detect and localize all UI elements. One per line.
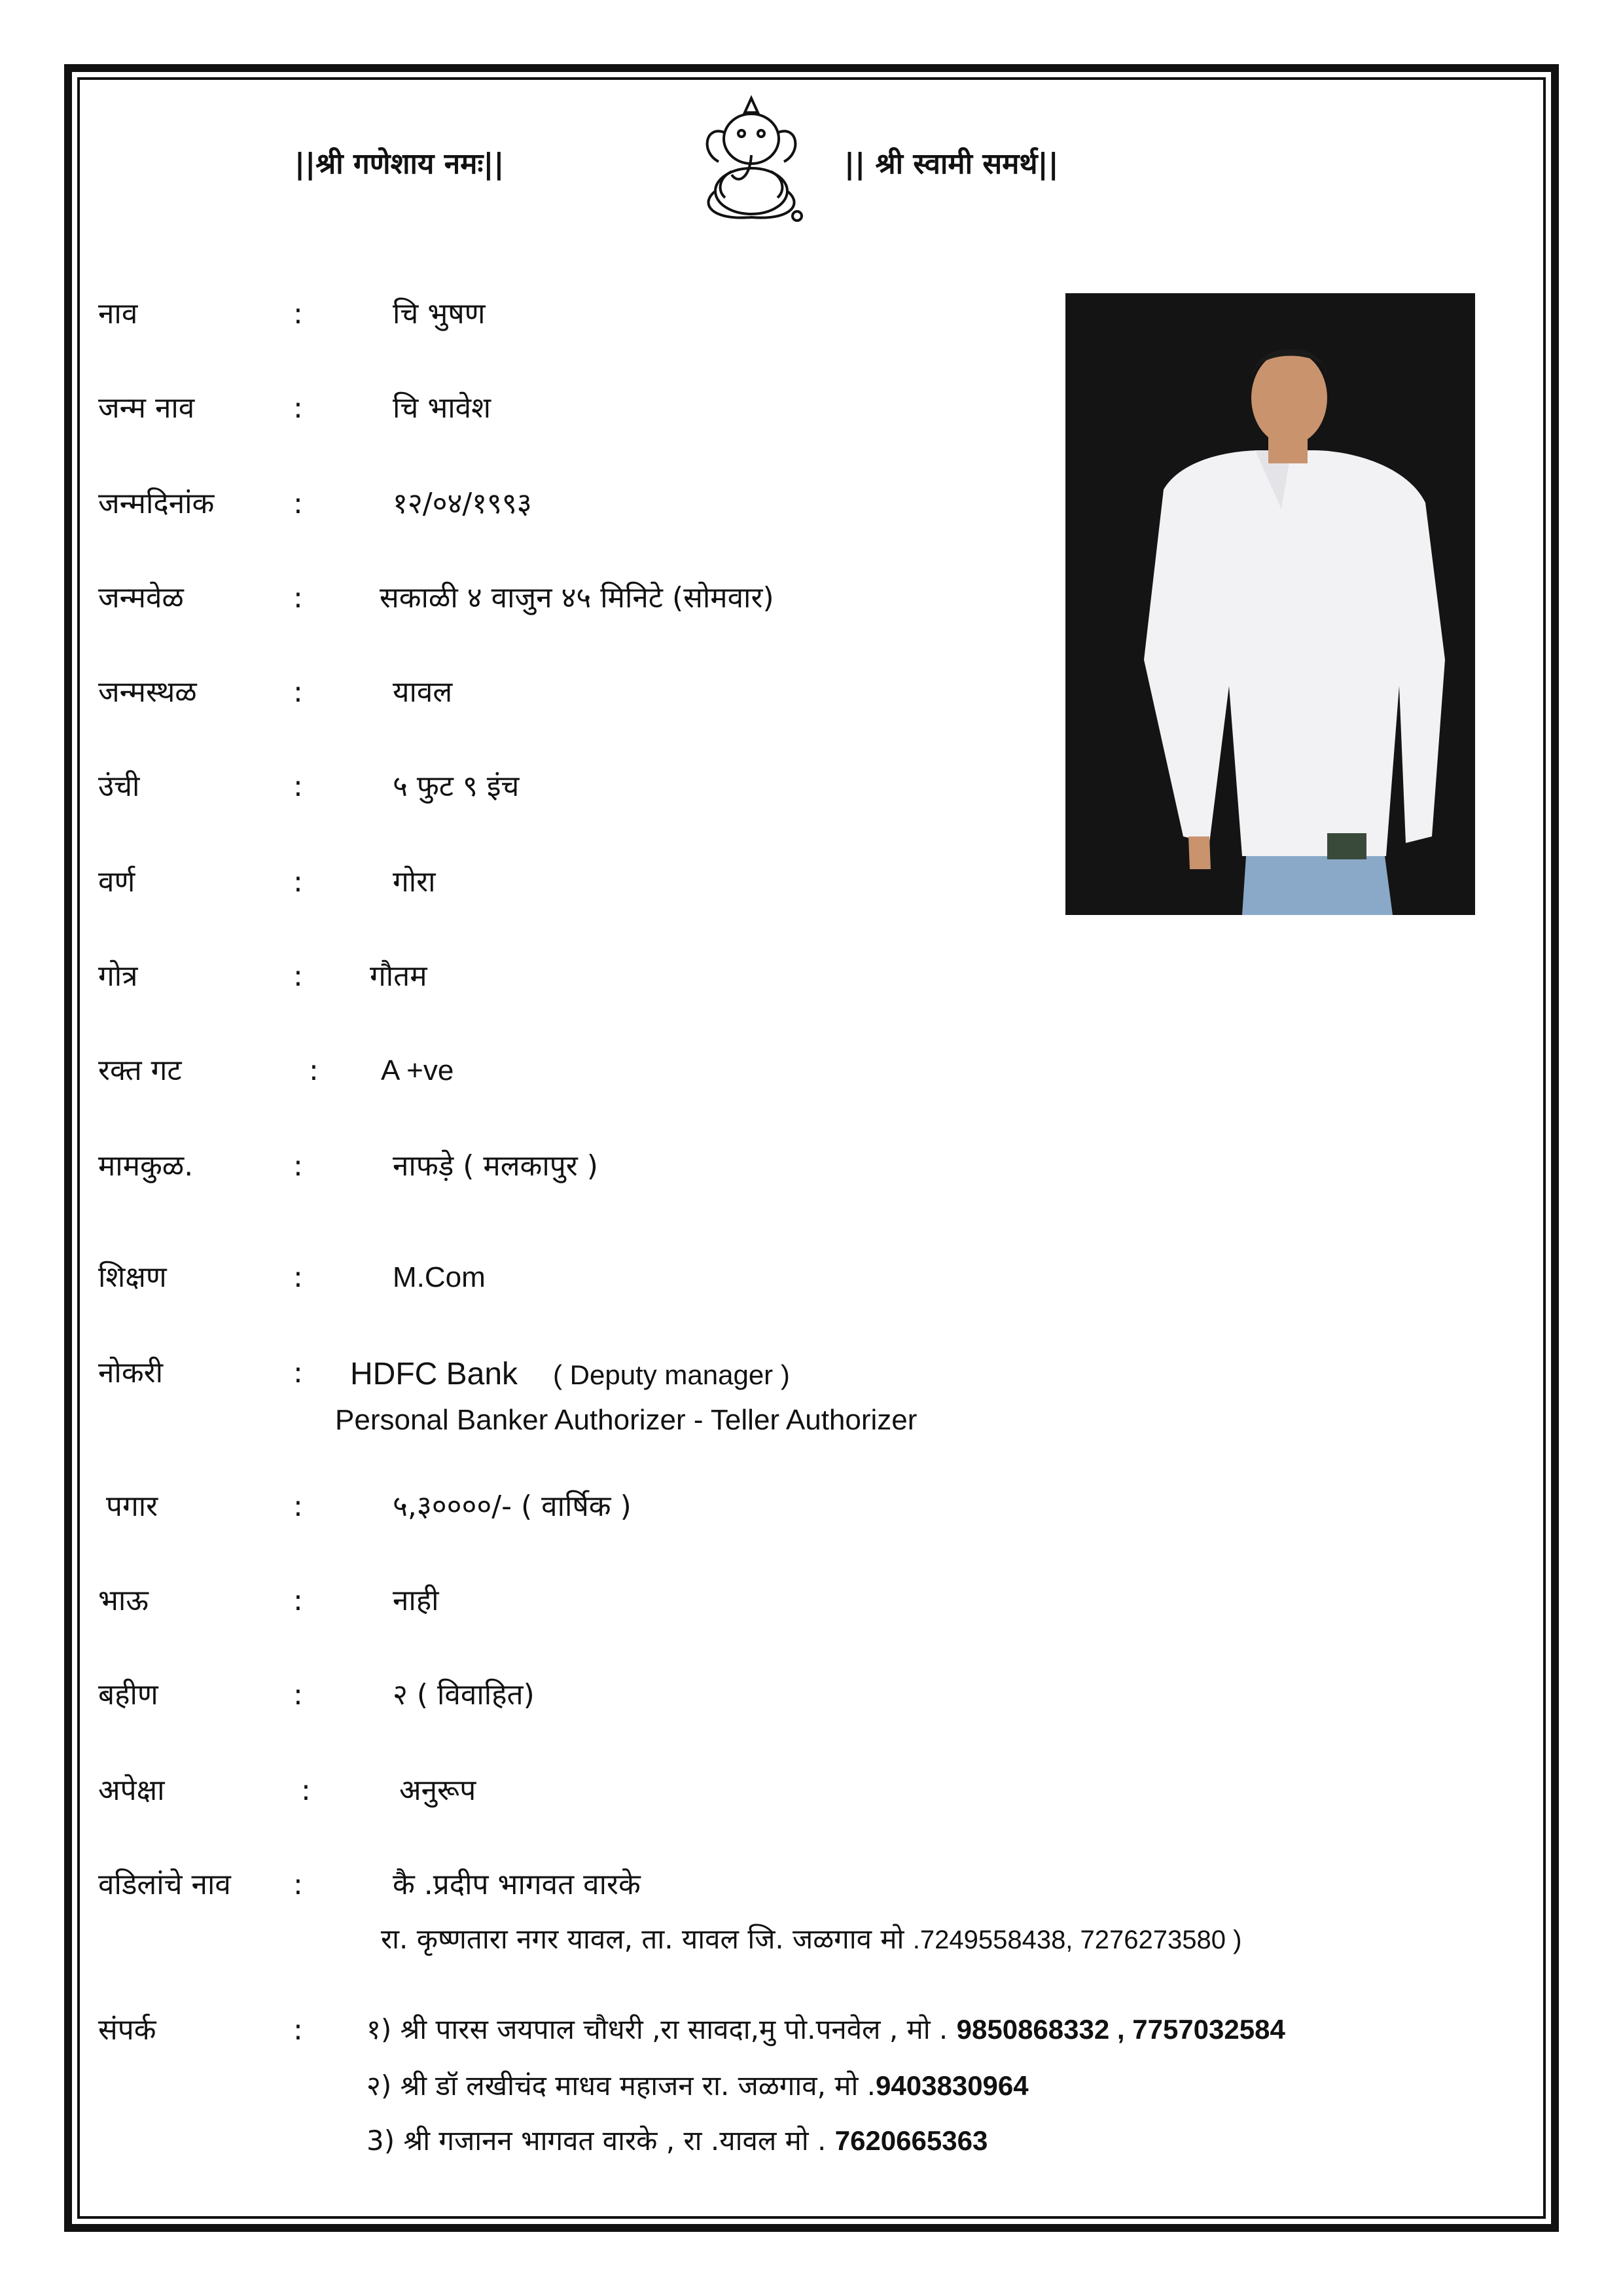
blood-group-label: रक्त गट: [98, 1054, 182, 1087]
contact-name: १) श्री पारस जयपाल चौधरी ,रा सावदा,मु पो.पनवेल , मो .: [366, 2013, 948, 2045]
pob-colon: :: [293, 675, 303, 709]
education-value: M.Com: [393, 1261, 486, 1293]
tob-label: जन्मवेळ: [98, 581, 184, 615]
father-colon: :: [293, 1868, 303, 1901]
contact-name: 3) श्री गजानन भागवत वारके , रा .यावल मो .: [366, 2125, 827, 2157]
father-address: [381, 1923, 1242, 1955]
salary-colon: :: [293, 1490, 303, 1523]
mamkul-value: नाफड़े ( मलकापुर ): [393, 1149, 598, 1183]
sister-value: २ ( विवाहित): [393, 1678, 535, 1712]
mamkul-label: मामकुळ.: [98, 1149, 194, 1183]
complexion-value: गोरा: [393, 865, 436, 899]
father-value: कै .प्रदीप भागवत वारके: [393, 1868, 641, 1901]
birthname-label: जन्म नाव: [98, 391, 195, 425]
salary-label: पगार: [106, 1490, 158, 1523]
header-left-blessing: ||श्री गणेशाय नमः||: [294, 147, 505, 181]
sister-label: बहीण: [98, 1678, 158, 1712]
expectation-value: अनुरूप: [399, 1774, 476, 1807]
job-role: ( Deputy manager ): [553, 1359, 790, 1390]
height-value: ५ फुट ९ इंच: [393, 770, 520, 803]
contact-item-1: [366, 2013, 1285, 2045]
blood-group-colon: :: [309, 1054, 319, 1087]
expectation-label: अपेक्षा: [98, 1774, 165, 1807]
mamkul-colon: :: [293, 1149, 303, 1183]
tob-colon: :: [293, 581, 303, 615]
father-phones: .7249558438, 7276273580 ): [912, 1926, 1242, 1954]
education-label: शिक्षण: [98, 1261, 167, 1294]
job-detail: Personal Banker Authorizer - Teller Authorizer: [335, 1404, 918, 1436]
pob-label: जन्मस्थळ: [98, 675, 197, 709]
name-label: नाव: [98, 297, 138, 331]
dob-label: जन्मदिनांक: [98, 487, 215, 520]
brother-value: नाही: [393, 1584, 439, 1617]
gotra-value: गौतम: [370, 960, 427, 993]
profile-photo: [1065, 293, 1475, 915]
brother-colon: :: [293, 1584, 303, 1617]
contact-item-2: [366, 2072, 1029, 2100]
tob-value: सकाळी ४ वाजुन ४५ मिनिटे (सोमवार): [380, 581, 774, 615]
salary-value: ५,३००००/- ( वार्षिक ): [393, 1490, 632, 1523]
complexion-label: वर्ण: [98, 865, 135, 899]
sister-colon: :: [293, 1678, 303, 1712]
height-colon: :: [293, 770, 303, 803]
header-right-blessing: || श्री स्वामी समर्थ||: [844, 147, 1059, 181]
complexion-colon: :: [293, 865, 303, 899]
brother-label: भाऊ: [98, 1584, 149, 1617]
contact-name: २) श्री डॉ लखीचंद माधव महाजन रा. जळगाव, मो .: [366, 2070, 876, 2102]
contact-phone: 9850868332 , 7757032584: [956, 2014, 1285, 2045]
contact-item-3: [366, 2127, 988, 2155]
father-address-text: रा. कृष्णतारा नगर यावल, ता. यावल जि. जळगाव मो: [381, 1923, 904, 1955]
contact-phone: 9403830964: [876, 2070, 1029, 2101]
ganesha-icon: [692, 93, 810, 224]
job-colon: :: [293, 1356, 303, 1390]
contact-phone: 7620665363: [834, 2125, 988, 2156]
name-value: चि भुषण: [393, 297, 486, 331]
contact-label: संपर्क: [98, 2013, 156, 2047]
expectation-colon: :: [301, 1774, 311, 1807]
blood-group-value: A +ve: [381, 1054, 454, 1086]
height-label: उंची: [98, 770, 140, 803]
gotra-label: गोत्र: [98, 960, 138, 993]
pob-value: यावल: [393, 675, 453, 709]
birthname-value: चि भावेश: [393, 391, 491, 425]
father-label: वडिलांचे नाव: [98, 1868, 231, 1901]
job-label: नोकरी: [98, 1356, 163, 1390]
name-colon: :: [293, 297, 303, 331]
job-employer: HDFC Bank: [350, 1357, 518, 1391]
education-colon: :: [293, 1261, 303, 1294]
dob-colon: :: [293, 487, 303, 520]
birthname-colon: :: [293, 391, 303, 425]
gotra-colon: :: [293, 960, 303, 993]
dob-value: १२/०४/१९९३: [393, 487, 532, 520]
contact-colon: :: [293, 2013, 303, 2047]
